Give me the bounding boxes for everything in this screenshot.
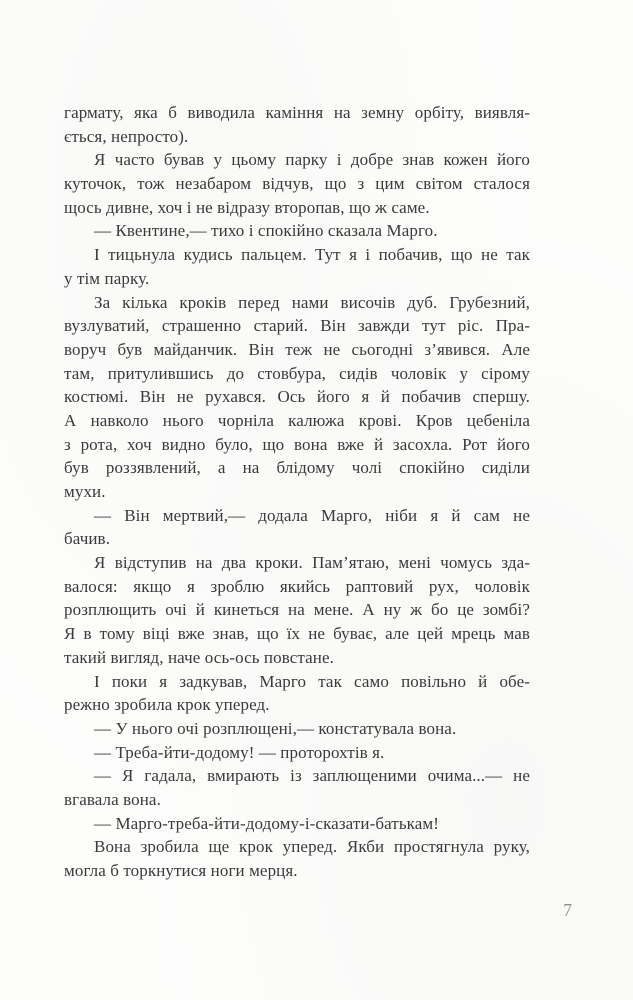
text-line: костюмі. Він не рухався. Ось його я й побачив спершу. [64, 387, 530, 407]
paragraph [64, 243, 530, 290]
text-line: — Я гадала, вмирають із заплющеними очима...— не [94, 766, 530, 786]
text-line: А навколо нього чорніла калюжа крові. Кров цебеніла [64, 410, 530, 430]
text-line: щось дивне, хоч і не відразу второпав, що ж саме. [64, 197, 430, 217]
text-line: І поки я задкував, Марго так само повільно й обе- [94, 671, 530, 691]
text-line: — Квентине,— тихо і спокійно сказала Марго. [94, 221, 438, 241]
text-line: воруч був майданчик. Він теж не сьогодні з’явився. Але [64, 339, 530, 359]
text-line: — У нього очі розплющені,— констатувала вона. [94, 718, 457, 738]
paragraph [64, 670, 530, 717]
text-line: могла б торкнутися ноги мерця. [64, 861, 298, 880]
text-line: І тицьнула кудись пальцем. Тут я і побачив, що не так [94, 245, 530, 265]
text-line: гармату, яка б виводила каміння на земну орбіту, виявля- [64, 103, 530, 122]
paragraph [64, 835, 530, 882]
page-number: 7 [563, 900, 572, 920]
paragraph [64, 101, 530, 148]
text-line: був роззявлений, а на блідому чолі спокійно сиділи [64, 458, 530, 478]
text-line: ється, непросто). [64, 126, 189, 146]
text-line: — Треба-йти-додому! — проторохтів я. [94, 742, 385, 762]
paragraph [64, 504, 530, 551]
paragraph [64, 219, 530, 243]
text-line: — Він мертвий,— додала Марго, ніби я й сам не [94, 505, 530, 525]
text-line: Я відступив на два кроки. Пам’ятаю, мені чомусь зда- [94, 553, 530, 573]
text-line: вузлуватий, страшенно старий. Він завжди тут ріс. Пра- [64, 316, 530, 336]
text-line: валося: якщо я зроблю якийсь раптовий рух, чоловік [64, 576, 530, 596]
text-line: — Марго-треба-йти-додому-і-сказати-батькам! [94, 813, 440, 833]
paragraph [64, 812, 530, 836]
text-line: бачив. [64, 529, 111, 549]
paragraph [64, 148, 530, 219]
text-line: режно зробила крок уперед. [64, 695, 270, 715]
paragraph [64, 717, 530, 741]
paragraph [64, 291, 530, 504]
text-line: Я часто бував у цьому парку і добре знав кожен його [94, 150, 530, 170]
text-line: вгавала вона. [64, 789, 161, 809]
text-line: там, притулившись до стовбура, сидів чоловік у сірому [64, 363, 530, 383]
paragraph [64, 741, 530, 765]
text-line: куточок, тож незабаром відчув, що з цим світом сталося [64, 174, 530, 194]
text-line: з рота, хоч видно було, що вона вже й засохла. Рот його [64, 434, 530, 454]
text-line: розплющить очі й кинеться на мене. А ну ж бо це зомбі? [64, 600, 530, 620]
text-line: За кілька кроків перед нами височів дуб. Грубезний, [94, 292, 530, 312]
text-line: такий вигляд, наче ось-ось повстане. [64, 647, 334, 667]
text-line: Я в тому віці вже знав, що їх не буває, але цей мрець мав [64, 624, 530, 644]
text-block [64, 101, 530, 883]
text-line: Вона зробила ще крок уперед. Якби простягнула руку, [94, 837, 530, 857]
text-line: мухи. [64, 482, 106, 501]
paragraph [64, 551, 530, 669]
paragraph [64, 764, 530, 811]
text-line: у тім парку. [64, 268, 150, 288]
